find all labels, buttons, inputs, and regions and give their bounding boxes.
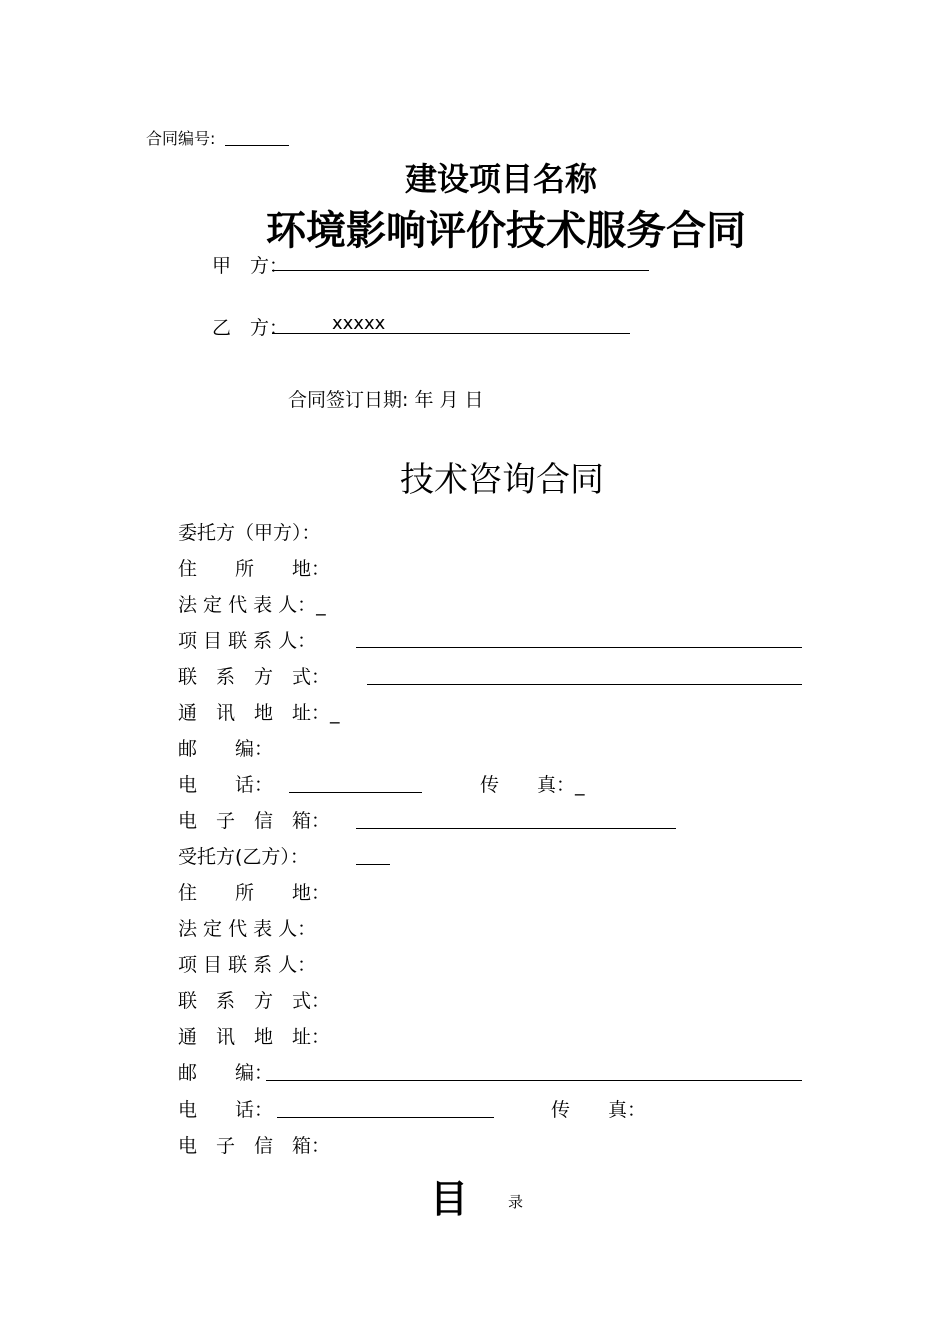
client-phone-field[interactable] <box>289 792 422 793</box>
toc-heading-mu: 目 <box>430 1177 469 1221</box>
contractor-postcode-field[interactable] <box>266 1080 802 1081</box>
client-contact-method-label: 联 系 方 式： <box>178 666 331 688</box>
contractor-heading-field[interactable] <box>356 864 390 865</box>
contractor-fax-label: 传 真： <box>551 1099 647 1121</box>
party-a-label: 甲 方： <box>212 255 289 277</box>
project-name-title: 建设项目名称 <box>404 160 597 198</box>
contractor-legal-rep-label: 法 定 代 表 人： <box>178 918 317 940</box>
contract-number-field[interactable] <box>225 145 289 146</box>
contractor-postcode-label: 邮 编： <box>178 1062 274 1084</box>
contractor-address-label: 住 所 地： <box>178 882 331 904</box>
contractor-phone-field[interactable] <box>277 1117 494 1118</box>
contractor-contact-label: 项 目 联 系 人： <box>178 954 317 976</box>
client-legal-rep-label: 法 定 代 表 人：_ <box>178 594 326 616</box>
contract-number-label: 合同编号: <box>146 129 216 148</box>
client-postcode-label: 邮 编： <box>178 738 274 760</box>
party-b-label: 乙 方： <box>212 317 289 339</box>
client-contact-label: 项 目 联 系 人： <box>178 630 317 652</box>
contractor-mail-address-label: 通 讯 地 址： <box>178 1026 331 1048</box>
client-address-label: 住 所 地： <box>178 558 331 580</box>
contract-title: 环境影响评价技术服务合同 <box>266 207 746 254</box>
party-a-field[interactable] <box>272 270 649 271</box>
contractor-phone-label: 电 话： <box>178 1099 274 1121</box>
toc-heading-lu: 录 <box>508 1193 524 1211</box>
contractor-contact-method-label: 联 系 方 式： <box>178 990 331 1012</box>
sign-date: 合同签订日期: 年 月 日 <box>288 389 484 411</box>
section-title: 技术咨询合同 <box>400 460 604 500</box>
client-email-label: 电 子 信 箱： <box>178 810 331 832</box>
client-fax-label: 传 真：_ <box>480 774 585 796</box>
party-b-field[interactable] <box>272 333 630 334</box>
client-contact-field[interactable] <box>356 647 802 648</box>
contractor-email-label: 电 子 信 箱： <box>178 1135 331 1157</box>
client-mail-address-label: 通 讯 地 址：_ <box>178 702 340 724</box>
client-email-field[interactable] <box>356 828 676 829</box>
client-phone-label: 电 话： <box>178 774 274 796</box>
client-heading: 委托方（甲方）： <box>178 522 321 544</box>
contractor-heading: 受托方(乙方）： <box>178 846 309 868</box>
party-b-value: xxxxx <box>332 313 386 334</box>
client-contact-method-field[interactable] <box>367 684 802 685</box>
